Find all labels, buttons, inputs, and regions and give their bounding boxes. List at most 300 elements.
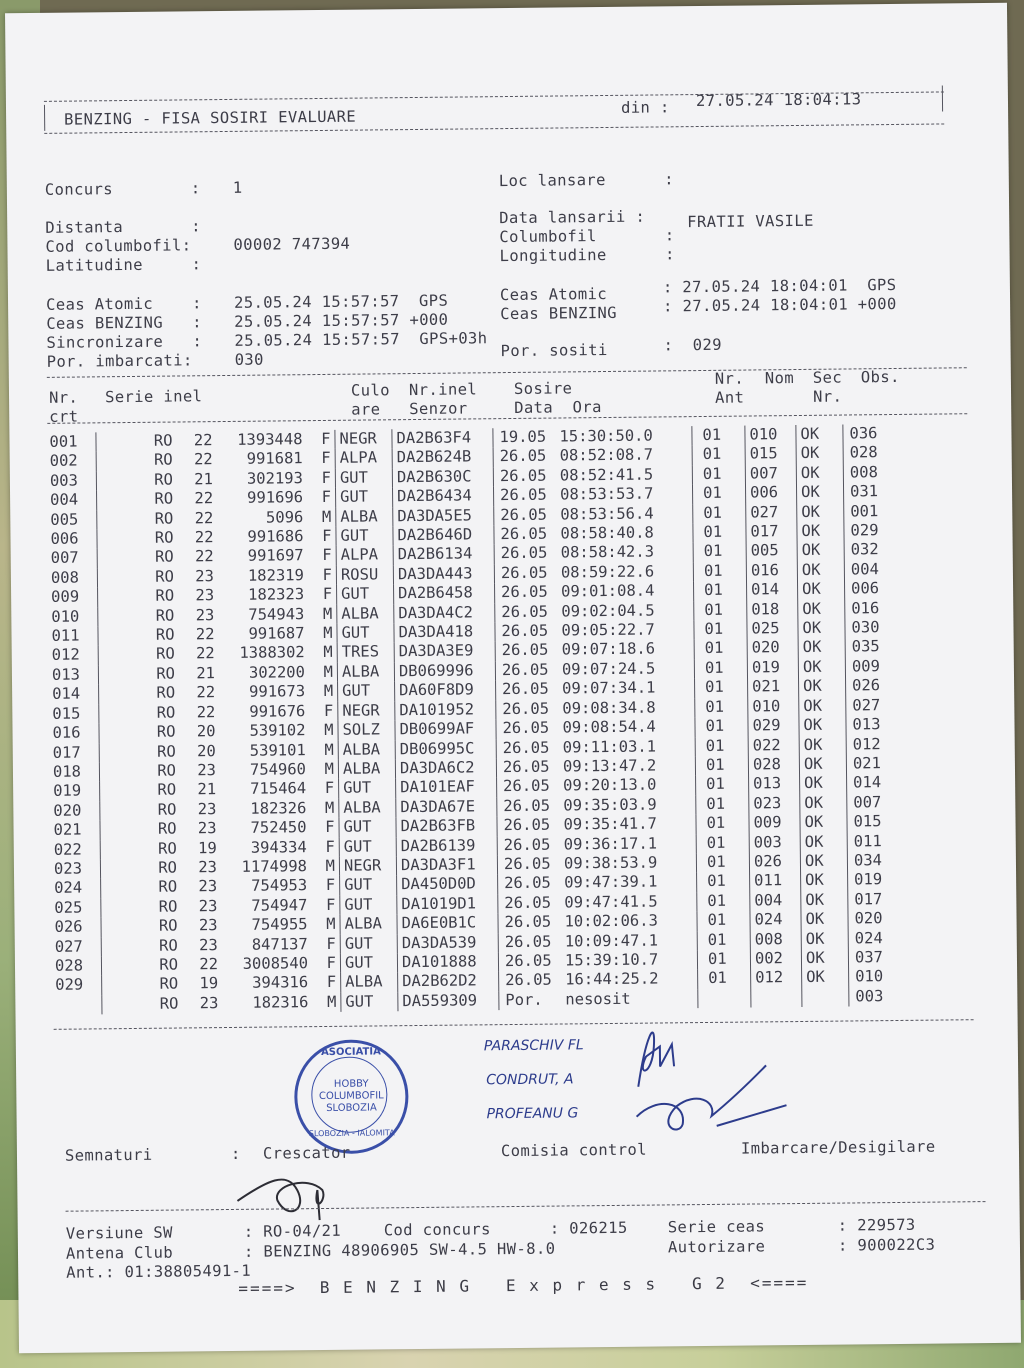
cell-num: 847137 bbox=[251, 934, 308, 954]
cell-nom: 021 bbox=[748, 677, 799, 697]
cell-dt: 26.05 bbox=[503, 854, 551, 874]
cell-sex: F bbox=[308, 954, 341, 974]
versiune-sw-label: Versiune SW bbox=[65, 1223, 173, 1243]
cell-sen: DA2B6434 bbox=[392, 486, 493, 506]
cell-obs: 011 bbox=[853, 831, 882, 850]
cell-separator bbox=[98, 587, 111, 607]
cell-ant: 01 bbox=[696, 833, 749, 853]
cell-obs: 034 bbox=[853, 851, 883, 870]
cell-col: GUT bbox=[339, 779, 396, 799]
cell-dt: 26.05 bbox=[499, 447, 547, 466]
cell-dt: 26.05 bbox=[502, 718, 550, 738]
cell-nom: 026 bbox=[749, 852, 800, 872]
cell-sex: F bbox=[308, 973, 341, 993]
cell-tm: 09:08:34.8 bbox=[562, 698, 656, 718]
cell-separator bbox=[97, 568, 110, 588]
cell-nr: 010 bbox=[51, 607, 80, 626]
ceas-benzing-right-label: Ceas BENZING bbox=[500, 303, 618, 324]
cell-dt: 26.05 bbox=[503, 796, 551, 815]
cell-sen: DA2B6458 bbox=[394, 583, 495, 603]
cell-nr: 022 bbox=[53, 840, 82, 859]
cell-nr: 018 bbox=[52, 762, 82, 781]
stamp-bottom-text: SLOBOZIA - IALOMITA bbox=[308, 1128, 395, 1139]
columbofil-value: FRATII VASILE bbox=[687, 211, 814, 232]
ceas-benzing-label: Ceas BENZING : bbox=[46, 313, 203, 333]
cell-num: 991697 bbox=[247, 546, 304, 566]
cell-num: 1393448 bbox=[237, 430, 303, 449]
cell-ant: 01 bbox=[693, 523, 746, 543]
cell-num: 991686 bbox=[247, 527, 304, 546]
cell-num: 991673 bbox=[249, 682, 306, 702]
cell-obs: 032 bbox=[850, 540, 879, 559]
cell-ro: RO bbox=[158, 877, 178, 897]
ceas-atomic-label: Ceas Atomic : bbox=[45, 294, 202, 314]
antena-club-label: Antena Club bbox=[65, 1243, 174, 1263]
cell-sen: DA2B624B bbox=[392, 448, 493, 468]
cell-nr: 011 bbox=[51, 626, 80, 645]
cell-col: NEGR bbox=[338, 701, 395, 721]
cell-sen: DA3DA6C2 bbox=[395, 758, 496, 778]
cell-yr: 23 bbox=[197, 819, 217, 838]
cell-tm: 10:02:06.3 bbox=[564, 911, 658, 931]
cell-nr: 009 bbox=[51, 587, 80, 607]
cell-col: ROSU bbox=[336, 565, 393, 585]
cell-nr: 015 bbox=[52, 704, 81, 723]
cell-num: 539101 bbox=[249, 740, 306, 760]
cell-sec: OK bbox=[799, 677, 846, 697]
printout-page bbox=[5, 3, 1021, 1353]
cell-ant: 01 bbox=[696, 852, 749, 872]
semnaturi-label: Semnaturi bbox=[64, 1145, 153, 1165]
cell-sec: OK bbox=[799, 716, 846, 736]
cell-nr: 002 bbox=[49, 451, 78, 471]
cell-sen: DA450D0D bbox=[397, 875, 498, 895]
cell-col: ALBA bbox=[338, 759, 395, 779]
cell-ant: 01 bbox=[693, 581, 746, 601]
col-nr-crt: Nr. crt bbox=[48, 388, 79, 426]
cell-separator bbox=[100, 782, 113, 802]
cell-num: 5096 bbox=[265, 507, 304, 527]
longitudine-label: Longitudine : bbox=[499, 245, 675, 266]
cell-sen: DA60F8D9 bbox=[395, 680, 496, 700]
cell-nr: 020 bbox=[53, 801, 82, 820]
cell-obs: 010 bbox=[855, 967, 884, 986]
cell-ro: RO bbox=[153, 450, 173, 470]
cell-sec: OK bbox=[797, 522, 844, 542]
cell-tm: 08:52:41.5 bbox=[559, 465, 654, 485]
cell-sex: F bbox=[304, 546, 337, 566]
cell-ro: RO bbox=[155, 586, 175, 605]
cell-num: 991687 bbox=[248, 624, 305, 643]
cell-sen: DA2B646D bbox=[393, 525, 494, 545]
concurs-label: Concurs : bbox=[44, 179, 201, 199]
cell-sen: DA2B63F4 bbox=[392, 428, 493, 448]
ceas-benzing-right-value: : 27.05.24 18:04:01 +000 bbox=[663, 294, 897, 316]
col-serie-inel: Serie inel bbox=[104, 387, 203, 407]
cell-yr: 21 bbox=[194, 469, 213, 489]
cell-tm: 09:47:41.5 bbox=[564, 892, 658, 912]
cell-ro: RO bbox=[159, 936, 178, 955]
cell-ro: RO bbox=[158, 916, 178, 935]
cell-ant: 01 bbox=[695, 736, 748, 756]
cell-sec: OK bbox=[798, 599, 845, 619]
cell-sex: M bbox=[307, 857, 340, 877]
cell-dt: 26.05 bbox=[504, 951, 552, 971]
cell-nom: 024 bbox=[750, 910, 801, 930]
cell-sec: OK bbox=[801, 890, 848, 910]
cell-nom: 002 bbox=[750, 949, 801, 969]
cell-tm: 09:05:22.7 bbox=[561, 620, 655, 640]
cell-sec: OK bbox=[800, 774, 847, 794]
cod-columbofil-value: 00002 747394 bbox=[233, 234, 351, 254]
cell-sen: DA3DA539 bbox=[397, 933, 498, 953]
cell-sec: OK bbox=[800, 793, 847, 813]
cell-yr: 22 bbox=[194, 489, 214, 508]
cell-nom: 027 bbox=[746, 503, 797, 523]
sincronizare-label: Sincronizare : bbox=[46, 332, 203, 352]
cell-dt: 26.05 bbox=[499, 466, 547, 485]
cell-sex: F bbox=[303, 527, 336, 547]
cell-sex: M bbox=[305, 682, 338, 702]
ceas-atomic-value: 25.05.24 15:57:57 GPS bbox=[233, 291, 449, 312]
cell-ro: RO bbox=[157, 839, 177, 858]
cell-dt: 26.05 bbox=[502, 757, 550, 777]
report-title: BENZING - FISA SOSIRI EVALUARE bbox=[64, 107, 357, 129]
cell-yr: 23 bbox=[195, 586, 215, 605]
cell-col: GUT bbox=[338, 682, 395, 702]
columbofil-label: Columbofil : bbox=[499, 226, 675, 247]
cell-ro: RO bbox=[158, 897, 178, 916]
report-date-value: 27.05.24 18:04:13 bbox=[695, 90, 862, 111]
col-obs: Obs. bbox=[860, 367, 900, 387]
cell-tm: 09:35:41.7 bbox=[563, 814, 657, 834]
cell-ant: 01 bbox=[698, 969, 751, 989]
cell-ro: RO bbox=[159, 955, 179, 974]
cell-obs: 028 bbox=[849, 443, 878, 462]
cell-yr: 22 bbox=[195, 625, 215, 644]
col-sec-nr: Sec Nr. bbox=[812, 368, 843, 406]
cell-tm: 16:44:25.2 bbox=[565, 969, 659, 989]
cell-sec: OK bbox=[797, 560, 844, 580]
cell-num: 394316 bbox=[252, 973, 309, 993]
cell-separator bbox=[99, 723, 112, 743]
cell-sex: F bbox=[307, 896, 340, 916]
cell-dt: 19.05 bbox=[499, 427, 547, 447]
cell-col: ALBA bbox=[340, 914, 397, 934]
cell-col: SOLZ bbox=[338, 720, 395, 740]
cell-dt: 26.05 bbox=[504, 893, 552, 912]
cell-yr: 23 bbox=[198, 916, 218, 935]
cell-nom: 015 bbox=[745, 444, 796, 464]
brand-footer: ====> B E N Z I N G E x p r e s s G 2 <==== bbox=[238, 1272, 809, 1298]
cell-num: 754953 bbox=[251, 876, 308, 896]
cell-ant: 01 bbox=[696, 794, 749, 814]
cell-yr: 19 bbox=[197, 838, 217, 857]
cell-sex: M bbox=[305, 643, 338, 663]
cell-nr: 003 bbox=[49, 471, 79, 490]
cell-num: 991696 bbox=[247, 488, 304, 507]
cell-num: 754955 bbox=[251, 915, 308, 934]
cell-obs: 026 bbox=[852, 676, 881, 695]
cell-nr: 023 bbox=[53, 859, 83, 878]
cell-separator bbox=[97, 490, 110, 510]
cell-nr: 025 bbox=[54, 898, 83, 917]
cell-separator bbox=[100, 801, 113, 821]
cell-num: 539102 bbox=[249, 721, 306, 740]
cell-ant: 01 bbox=[697, 872, 750, 892]
cell-ant: 01 bbox=[695, 697, 748, 717]
cell-nom: 005 bbox=[746, 541, 797, 561]
cell-tm: 10:09:47.1 bbox=[564, 931, 659, 951]
cell-sen: DA2B630C bbox=[392, 467, 493, 487]
cell-sec: OK bbox=[800, 832, 847, 852]
cell-sec: OK bbox=[798, 657, 845, 677]
cell-ant: 01 bbox=[693, 561, 746, 581]
cell-obs: 024 bbox=[854, 928, 883, 947]
cell-nom: 019 bbox=[747, 658, 798, 678]
cell-ro: RO bbox=[158, 858, 178, 877]
cell-nom: 022 bbox=[748, 736, 799, 756]
cell-num: 3008540 bbox=[242, 954, 309, 973]
club-stamp bbox=[294, 1039, 409, 1154]
cell-sen: DB069996 bbox=[394, 661, 495, 681]
cell-nom: 028 bbox=[748, 755, 799, 775]
antena-club-value: : BENZING 48906905 SW-4.5 HW-8.0 bbox=[243, 1239, 556, 1261]
header-left-border bbox=[44, 105, 45, 131]
cell-separator bbox=[98, 665, 111, 685]
stamp-top-text: ASOCIATIA bbox=[320, 1046, 381, 1059]
cell-sec: OK bbox=[800, 851, 847, 871]
cell-obs: 012 bbox=[852, 734, 881, 753]
cell-ro: RO bbox=[157, 800, 177, 819]
cell-col: ALPA bbox=[336, 546, 393, 566]
loc-lansare-label: Loc lansare : bbox=[498, 170, 675, 191]
cell-dt: 26.05 bbox=[503, 776, 550, 796]
cell-yr: 19 bbox=[199, 974, 219, 993]
cell-yr: 22 bbox=[199, 955, 219, 974]
cell-sex: M bbox=[304, 604, 337, 624]
cell-nr: 005 bbox=[50, 510, 79, 529]
cell-nr: 008 bbox=[50, 568, 80, 587]
cell-obs: 016 bbox=[851, 598, 880, 618]
cell-yr: 23 bbox=[199, 935, 218, 954]
cell-tm: 08:59:22.6 bbox=[560, 562, 655, 582]
cell-separator bbox=[100, 859, 113, 879]
cell-separator bbox=[102, 976, 115, 996]
ceas-atomic-right-label: Ceas Atomic bbox=[499, 284, 608, 305]
cell-ro: RO bbox=[155, 625, 175, 644]
cell-ant: 01 bbox=[693, 503, 746, 523]
cell-obs: 031 bbox=[849, 482, 879, 501]
cell-sec: OK bbox=[801, 948, 848, 968]
cell-num: 182326 bbox=[250, 798, 307, 818]
cell-nom: 017 bbox=[746, 522, 797, 542]
header-right-border bbox=[942, 85, 943, 111]
cell-sen: DA2B6139 bbox=[396, 836, 497, 856]
cell-col: ALBA bbox=[341, 973, 398, 993]
cell-ro: RO bbox=[157, 780, 177, 800]
antenna-id-line: Ant.: 01:38805491-1 bbox=[66, 1261, 252, 1282]
cell-sex: F bbox=[307, 837, 340, 857]
ceas-atomic-right-value: : 27.05.24 18:04:01 GPS bbox=[662, 275, 897, 297]
cell-dt: 26.05 bbox=[500, 544, 548, 563]
autorizare-value: : 900022C3 bbox=[837, 1235, 936, 1255]
cell-obs: 003 bbox=[855, 986, 884, 1006]
cell-yr: 22 bbox=[193, 431, 213, 450]
cell-col: ALBA bbox=[337, 604, 394, 624]
cell-tm: 09:38:53.9 bbox=[563, 853, 658, 873]
cell-nr: 012 bbox=[51, 646, 80, 665]
cell-dt: 26.05 bbox=[502, 699, 550, 718]
cell-sex: F bbox=[304, 566, 337, 586]
cell-obs: 017 bbox=[854, 889, 883, 909]
cell-tm: 08:58:40.8 bbox=[560, 523, 654, 543]
serie-ceas-label: Serie ceas bbox=[667, 1217, 766, 1237]
cell-tm: 15:39:10.7 bbox=[564, 950, 659, 970]
cell-sex: F bbox=[303, 469, 336, 489]
cell-tm: 09:11:03.1 bbox=[562, 737, 657, 756]
cell-tm: 08:52:08.7 bbox=[559, 445, 654, 465]
cell-num: 182316 bbox=[252, 992, 309, 1012]
cell-tm: 08:53:53.7 bbox=[559, 484, 654, 504]
cell-separator bbox=[100, 840, 113, 860]
cell-col: GUT bbox=[337, 623, 394, 643]
cell-dt: 26.05 bbox=[500, 524, 548, 544]
cell-nr: 026 bbox=[54, 917, 83, 936]
cell-sen: DA2B6134 bbox=[393, 545, 494, 565]
cell-nom: 011 bbox=[750, 871, 801, 891]
cell-tm: 09:13:47.2 bbox=[562, 756, 657, 776]
cell-nom: 008 bbox=[750, 930, 801, 950]
cell-ro: RO bbox=[157, 761, 177, 780]
cell-separator bbox=[99, 762, 112, 782]
cell-ant: 01 bbox=[697, 930, 750, 950]
cell-num: 754960 bbox=[249, 760, 307, 779]
cell-dt: 26.05 bbox=[501, 621, 549, 641]
cell-separator bbox=[100, 820, 113, 840]
cell-dt: 26.05 bbox=[503, 815, 551, 835]
cell-yr: 23 bbox=[198, 858, 218, 877]
cell-num: 752450 bbox=[250, 818, 307, 837]
cell-tm: 09:07:24.5 bbox=[561, 659, 656, 679]
cell-separator bbox=[98, 626, 111, 646]
cell-ro: RO bbox=[156, 683, 176, 703]
cell-sec: OK bbox=[796, 425, 843, 445]
cell-col: GUT bbox=[336, 487, 393, 507]
cell-sec: OK bbox=[796, 483, 843, 503]
cell-ro: RO bbox=[157, 819, 177, 838]
cell-tm: 15:30:50.0 bbox=[559, 426, 653, 446]
cell-tm: 09:07:34.1 bbox=[562, 678, 656, 698]
cell-ro: RO bbox=[154, 470, 173, 489]
cell-nom: 025 bbox=[747, 619, 798, 639]
cell-num: 754943 bbox=[248, 604, 305, 624]
cell-separator bbox=[97, 549, 110, 569]
cell-separator bbox=[101, 956, 114, 976]
cell-nom: 007 bbox=[745, 464, 796, 484]
cell-sen: DB0699AF bbox=[395, 719, 496, 739]
cell-col: GUT bbox=[335, 468, 392, 488]
cell-sex: M bbox=[308, 993, 341, 1013]
cell-separator bbox=[101, 879, 114, 899]
cell-separator bbox=[96, 432, 109, 452]
cell-ant: 01 bbox=[694, 600, 747, 620]
cell-num: 991681 bbox=[246, 449, 303, 469]
cell-num: 182323 bbox=[248, 585, 305, 605]
cell-obs: 030 bbox=[851, 618, 880, 637]
cell-nr: 021 bbox=[53, 820, 82, 839]
cell-ant: 01 bbox=[697, 891, 750, 911]
cell-ant: 01 bbox=[694, 639, 747, 659]
cell-dt: 26.05 bbox=[501, 602, 549, 621]
cell-col: GUT bbox=[340, 895, 397, 915]
autorizare-label: Autorizare bbox=[667, 1237, 766, 1257]
cell-yr: 23 bbox=[198, 877, 218, 896]
footer-top-rule bbox=[66, 1201, 986, 1212]
cell-sex: F bbox=[302, 430, 335, 450]
cell-nom: 014 bbox=[746, 580, 797, 600]
cell-tm: 08:58:42.3 bbox=[560, 542, 655, 562]
cell-ro: RO bbox=[155, 567, 175, 586]
cell-nr: 001 bbox=[49, 432, 78, 451]
cell-num: 715464 bbox=[250, 779, 307, 799]
cell-yr: 23 bbox=[198, 896, 218, 916]
cell-sec: OK bbox=[802, 968, 849, 988]
cell-dt: Por. bbox=[505, 990, 543, 1009]
cell-yr: 22 bbox=[196, 683, 216, 702]
cell-ro: RO bbox=[156, 742, 176, 761]
cell-num: 182319 bbox=[247, 566, 305, 585]
cell-obs: 009 bbox=[851, 657, 880, 676]
cell-ant: 01 bbox=[692, 464, 745, 484]
cell-obs: 021 bbox=[852, 754, 882, 773]
cell-sex: M bbox=[304, 624, 337, 644]
cell-ro: RO bbox=[159, 974, 179, 994]
cell-yr: 21 bbox=[197, 780, 217, 799]
cell-sex: M bbox=[303, 507, 336, 527]
cell-ro: RO bbox=[155, 606, 175, 625]
col-sosire: Sosire Data Ora bbox=[513, 379, 602, 417]
col-nr-ant: Nr. Ant bbox=[714, 369, 745, 407]
cell-separator bbox=[97, 529, 110, 549]
cell-dt: 26.05 bbox=[501, 582, 548, 602]
cell-separator bbox=[97, 510, 110, 530]
cell-sex: M bbox=[306, 760, 339, 780]
cell-col: NEGR bbox=[335, 429, 392, 449]
cell-ant: 01 bbox=[696, 814, 749, 834]
cell-sec: OK bbox=[797, 541, 844, 561]
cell-tm: nesosit bbox=[565, 989, 631, 1009]
cell-ant: 01 bbox=[697, 911, 750, 931]
cell-obs: 036 bbox=[849, 424, 878, 443]
cell-col: ALBA bbox=[339, 798, 396, 818]
cell-dt: 26.05 bbox=[502, 679, 549, 699]
cell-nom: 010 bbox=[745, 425, 796, 445]
cell-nom: 010 bbox=[748, 697, 799, 717]
cell-sec: OK bbox=[798, 638, 845, 658]
cell-sec: OK bbox=[800, 813, 847, 833]
cell-ro: RO bbox=[154, 509, 174, 528]
cell-sex: F bbox=[307, 876, 340, 896]
cell-sex: F bbox=[303, 449, 336, 469]
cell-ro: RO bbox=[156, 703, 176, 722]
cell-tm: 09:01:08.4 bbox=[561, 581, 655, 601]
distanta-label: Distanta : bbox=[45, 217, 202, 237]
cell-col: GUT bbox=[340, 876, 397, 896]
cell-ant: 01 bbox=[692, 426, 745, 446]
cell-ro: RO bbox=[155, 645, 175, 664]
cell-ant: 01 bbox=[695, 755, 748, 775]
